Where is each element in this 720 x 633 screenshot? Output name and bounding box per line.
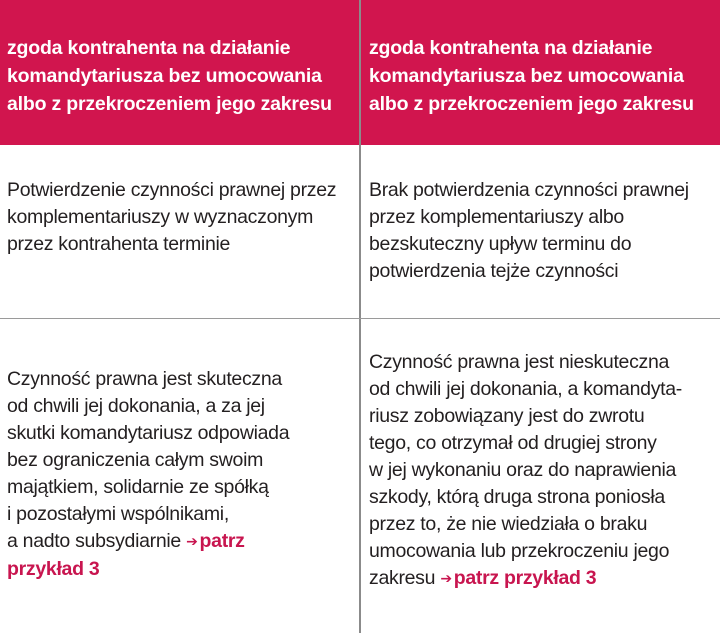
text-line: bez ograniczenia całym swoim (7, 449, 264, 471)
text-fragment: a nadto subsydiarnie (7, 530, 181, 552)
text-fragment: zakresu (369, 567, 436, 589)
header-cell-left: zgoda kontrahenta na działanie komandytariusza bez umocowania albo z przekroczeniem jego zakresu (7, 37, 332, 115)
reference-link-label: patrz przykład 3 (453, 567, 597, 589)
text-line: szkody, którą druga strona poniosła (369, 486, 665, 508)
row2-cell-left (7, 366, 347, 583)
arrow-right-icon: ➔ (186, 533, 198, 549)
text-line: przez to, że nie wiedziała o braku (369, 513, 648, 535)
text-line: skutki komandytariusz odpowiada (7, 422, 290, 444)
text-line: i pozostałymi wspólnikami, (7, 503, 229, 525)
text-line: riusz zobowiązany jest do zwrotu (369, 405, 645, 427)
text-line: umocowania lub przekroczeniu jego (369, 540, 670, 562)
column-divider (359, 0, 361, 633)
reference-link[interactable] (186, 530, 245, 552)
arrow-right-icon: ➔ (440, 570, 452, 586)
text-line: od chwili jej dokonania, a komandyta- (369, 378, 683, 400)
text-line: tego, co otrzymał od drugiej strony (369, 432, 657, 454)
reference-link[interactable] (440, 567, 596, 589)
text-line: w jej wykonaniu oraz do naprawienia (369, 459, 677, 481)
row-divider (0, 318, 720, 319)
text-line: od chwili jej dokonania, a za jej (7, 395, 265, 417)
row1-cell-right: Brak potwierdzenia czynności prawnej przez komplementariuszy albo bezskuteczny upływ terminu do potwierdzenia tejże czynności (369, 179, 689, 282)
reference-link-continuation[interactable]: przykład 3 (7, 558, 100, 580)
row2-cell-right (369, 349, 714, 593)
header-cell-right: zgoda kontrahenta na działanie komandytariusza bez umocowania albo z przekroczeniem jego zakresu (369, 37, 694, 115)
text-line-with-ref (369, 565, 714, 593)
text-line: majątkiem, solidarnie ze spółką (7, 476, 269, 498)
text-line-with-ref (7, 528, 347, 556)
text-line: Czynność prawna jest nieskuteczna (369, 351, 670, 373)
reference-link-label: patrz (199, 530, 245, 552)
row1-cell-left: Potwierdzenie czynności prawnej przez komplementariuszy w wyznaczonym przez kontrahenta terminie (7, 179, 337, 255)
text-line: Czynność prawna jest skuteczna (7, 368, 282, 390)
